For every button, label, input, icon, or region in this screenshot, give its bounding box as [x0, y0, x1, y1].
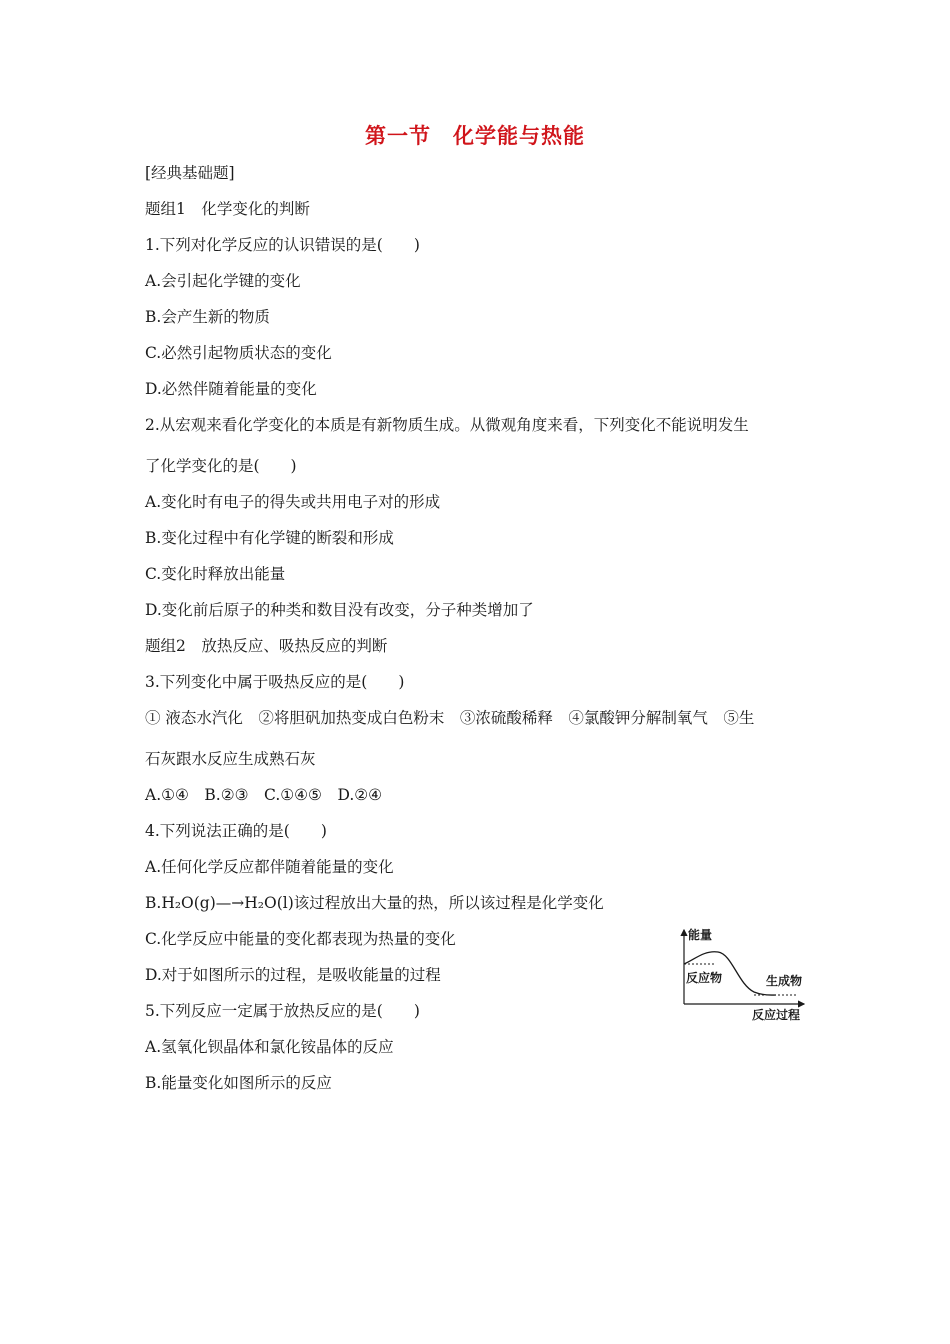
question-4-option-a: A.任何化学反应都伴随着能量的变化	[145, 858, 394, 876]
question-2-option-a: A.变化时有电子的得失或共用电子对的形成	[145, 493, 441, 511]
question-2-option-d: D.变化前后原子的种类和数目没有改变，分子种类增加了	[145, 601, 534, 619]
question-1-stem: 1.下列对化学反应的认识错误的是( )	[145, 236, 420, 254]
group-heading-2: 题组2 放热反应、吸热反应的判断	[145, 637, 388, 655]
question-4-option-d: D.对于如图所示的过程，是吸收能量的过程	[145, 966, 441, 984]
question-5-option-a: A.氢氧化钡晶体和氯化铵晶体的反应	[145, 1038, 394, 1056]
question-2-stem-line-1: 2.从宏观来看化学变化的本质是有新物质生成。从微观角度来看，下列变化不能说明发生	[145, 416, 749, 434]
question-4-option-c: C.化学反应中能量的变化都表现为热量的变化	[145, 930, 456, 948]
reaction-process-label: 反应过程	[752, 1008, 801, 1022]
question-1-option-c: C.必然引起物质状态的变化	[145, 344, 332, 362]
question-4-stem: 4.下列说法正确的是( )	[145, 822, 327, 840]
question-2-option-b: B.变化过程中有化学键的断裂和形成	[145, 529, 394, 547]
energy-axis-label: 能量	[688, 928, 713, 942]
question-3-items-line-1: ① 液态水汽化 ②将胆矾加热变成白色粉末 ③浓硫酸稀释 ④氯酸钾分解制氧气 ⑤生	[145, 709, 755, 727]
question-1-option-b: B.会产生新的物质	[145, 308, 270, 326]
question-1-option-a: A.会引起化学键的变化	[145, 272, 301, 290]
product-label: 生成物	[766, 974, 803, 988]
group-heading-1: 题组1 化学变化的判断	[145, 200, 310, 218]
question-3-options: A.①④ B.②③ C.①④⑤ D.②④	[145, 786, 383, 804]
question-5-stem: 5.下列反应一定属于放热反应的是( )	[145, 1002, 420, 1020]
question-5-option-b: B.能量变化如图所示的反应	[145, 1074, 332, 1092]
question-1-option-d: D.必然伴随着能量的变化	[145, 380, 317, 398]
reactant-label: 反应物	[686, 971, 723, 985]
energy-diagram	[676, 924, 810, 1024]
question-3-items-line-2: 石灰跟水反应生成熟石灰	[145, 750, 316, 768]
question-2-stem-line-2: 了化学变化的是( )	[145, 457, 297, 475]
page-title: 第一节 化学能与热能	[365, 124, 585, 148]
question-3-stem: 3.下列变化中属于吸热反应的是( )	[145, 673, 405, 691]
question-2-option-c: C.变化时释放出能量	[145, 565, 286, 583]
question-4-option-b: B.H₂O(g)—→H₂O(l)该过程放出大量的热，所以该过程是化学变化	[145, 894, 604, 912]
section-label: [经典基础题]	[145, 164, 235, 182]
